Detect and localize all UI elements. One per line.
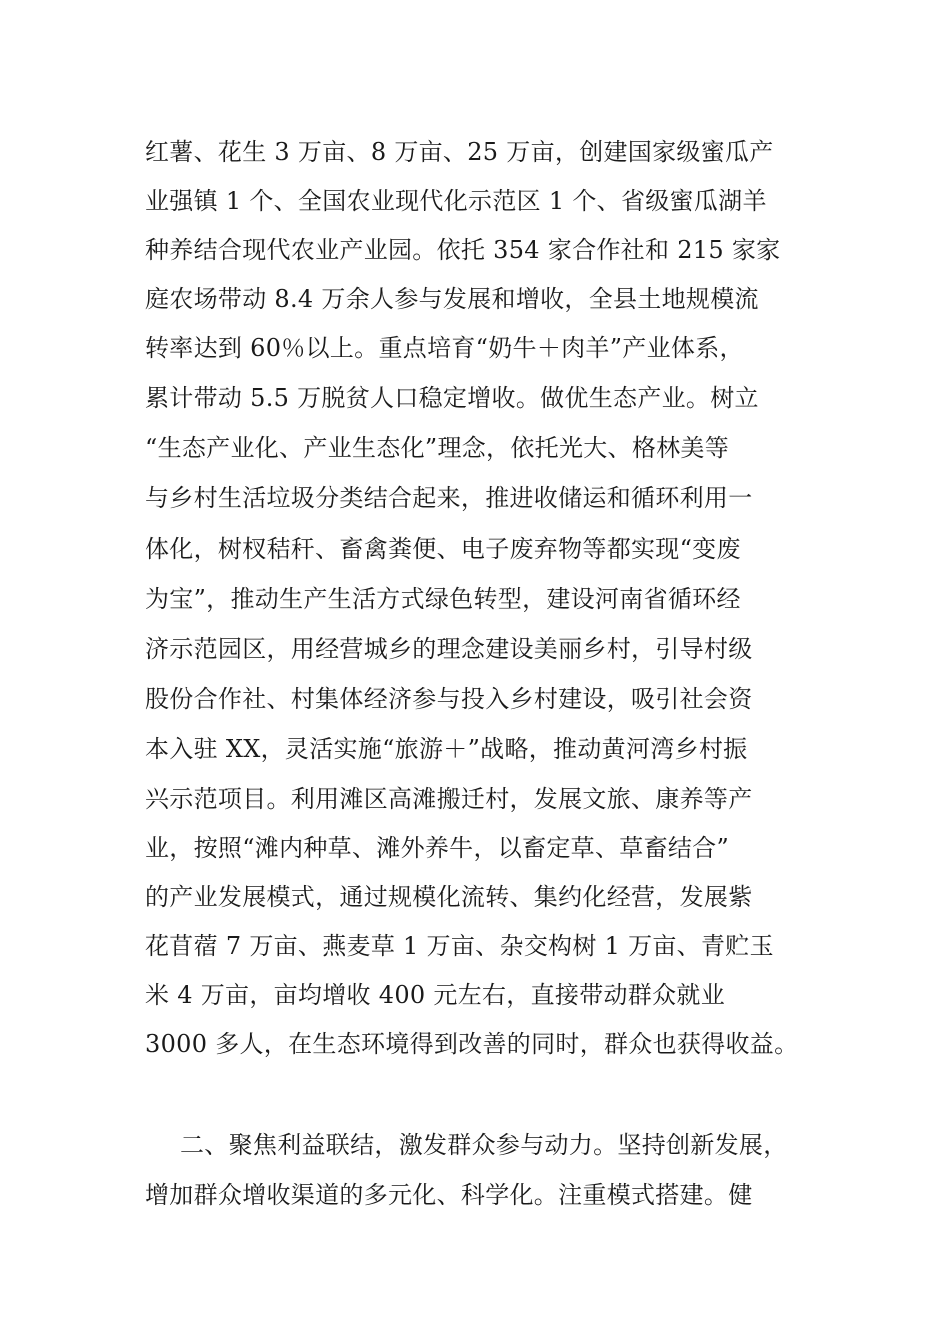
- text-line: 二、聚焦利益联结，激发群众参与动力。坚持创新发展，: [180, 1131, 788, 1159]
- text-line: 济示范园区，用经营城乡的理念建设美丽乡村，引导村级: [145, 635, 753, 663]
- text-line: 业强镇 1 个、全国农业现代化示范区 1 个、省级蜜瓜湖羊: [145, 187, 767, 215]
- text-line: 转率达到 60％以上。重点培育“奶牛＋肉羊”产业体系，: [145, 334, 744, 362]
- text-line: 3000 多人，在生态环境得到改善的同时，群众也获得收益。: [145, 1030, 799, 1058]
- text-line: 为宝”，推动生产生活方式绿色转型，建设河南省循环经: [145, 585, 741, 613]
- text-line: 累计带动 5.5 万脱贫人口稳定增收。做优生态产业。树立: [145, 384, 759, 412]
- text-line: 业，按照“滩内种草、滩外养牛，以畜定草、草畜结合”: [145, 834, 730, 862]
- text-line: 与乡村生活垃圾分类结合起来，推进收储运和循环利用一: [145, 484, 753, 512]
- text-line: 红薯、花生 3 万亩、8 万亩、25 万亩，创建国家级蜜瓜产: [145, 138, 774, 166]
- text-line: 股份合作社、村集体经济参与投入乡村建设，吸引社会资: [145, 685, 753, 713]
- text-line: 兴示范项目。利用滩区高滩搬迁村，发展文旅、康养等产: [145, 785, 753, 813]
- text-line: 本入驻 XX，灵活实施“旅游＋”战略，推动黄河湾乡村振: [145, 735, 748, 763]
- text-line: 种养结合现代农业产业园。依托 354 家合作社和 215 家家: [145, 236, 781, 264]
- text-line: “生态产业化、产业生态化”理念，依托光大、格林美等: [145, 434, 730, 462]
- text-line: 体化，树杈秸秆、畜禽粪便、电子废弃物等都实现“变废: [145, 535, 741, 563]
- text-line: 增加群众增收渠道的多元化、科学化。注重模式搭建。健: [145, 1181, 753, 1209]
- text-line: 庭农场带动 8.4 万余人参与发展和增收，全县土地规模流: [145, 285, 759, 313]
- text-line: 花苜蓿 7 万亩、燕麦草 1 万亩、杂交构树 1 万亩、青贮玉: [145, 932, 774, 960]
- text-line: 米 4 万亩，亩均增收 400 元左右，直接带动群众就业: [145, 981, 725, 1009]
- text-line: 的产业发展模式，通过规模化流转、集约化经营，发展紫: [145, 883, 753, 911]
